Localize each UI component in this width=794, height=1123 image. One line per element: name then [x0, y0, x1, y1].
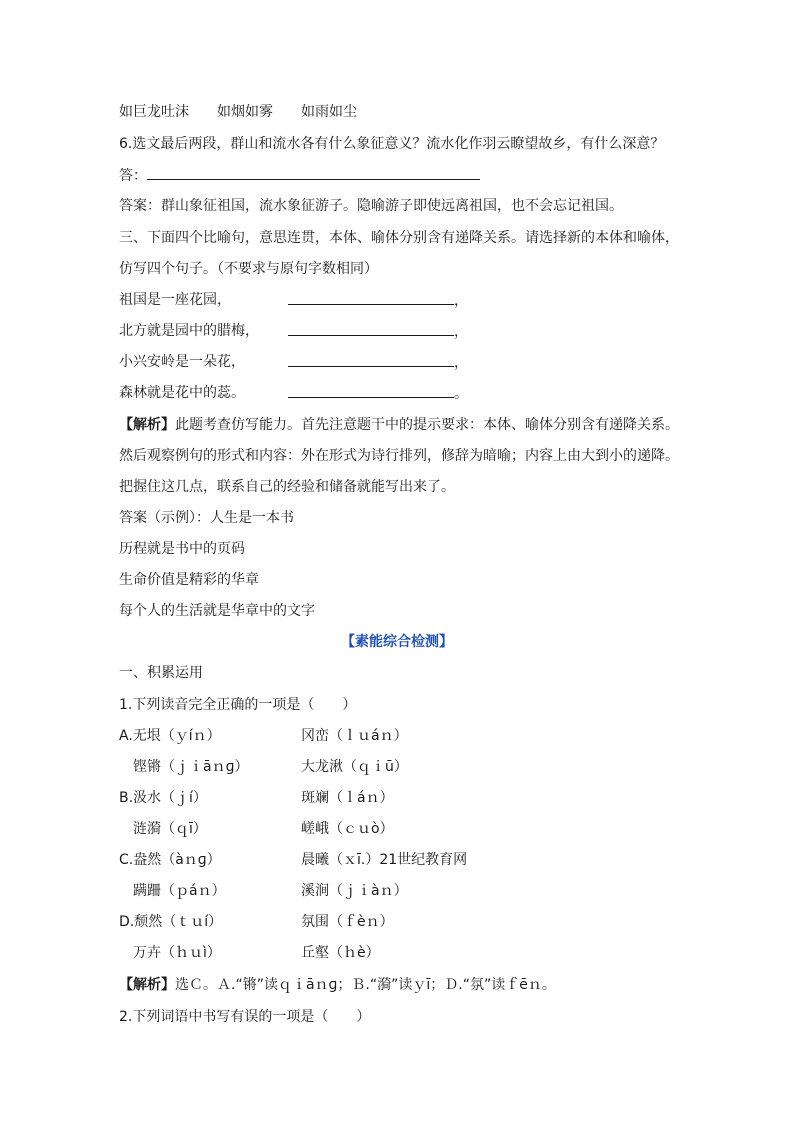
q1-analysis-text: 选Ｃ。Ａ.“锵”读ｑｉāｎɡ；Ｂ.“漪”读ｙī；Ｄ.“氛”读ｆēｎ。 [175, 977, 556, 993]
q1-option-b3: 涟漪（ｑī） [119, 821, 207, 837]
q3-item-4-end: 。 [454, 386, 468, 402]
q1-option-c4: 溪涧（ｊｉàｎ） [301, 883, 408, 899]
q1-option-d3: 万卉（ｈｕì） [119, 945, 221, 961]
q1-option-b4: 嵯峨（ｃｕò） [301, 821, 394, 837]
q1-option-b1: B.汲水（ｊí） [119, 790, 207, 806]
q6-answer-label: 答： [119, 168, 147, 184]
q6-answer-line [119, 165, 480, 186]
q1-option-d1: D.颓然（ｔｕí） [119, 914, 223, 930]
q2-question: 2.下列词语中书写有误的一项是（ ） [119, 1009, 371, 1025]
q3-analysis-text1: 此题考查仿写能力。首先注意题干中的提示要求：本体、喻体分别含有递降关系。 [175, 417, 679, 433]
q3-answer-line-4: 每个人的生活就是华章中的文字 [119, 603, 315, 619]
q3-answer-line-1: 答案（示例）：人生是一本书 [119, 510, 294, 526]
q3-analysis-line1 [119, 415, 679, 435]
q1-option-c3: 蹒跚（ｐáｎ） [119, 883, 226, 899]
q3-blank-1[interactable] [288, 290, 468, 311]
q3-stem-line1: 三、下面四个比喻句，意思连贯，本体、喻体分别含有递降关系。请选择新的本体和喻体， [119, 230, 679, 246]
q3-blank-3[interactable] [288, 352, 468, 373]
q3-analysis-line2: 然后观察例句的形式和内容：外在形式为诗行排列，修辞为暗喻；内容上由大到小的递降。 [119, 448, 679, 464]
q1-option-a4: 大龙湫（ｑｉū） [301, 759, 408, 775]
q3-blank-2[interactable] [288, 321, 468, 342]
section-title: 【素能综合检测】 [341, 634, 453, 650]
q1-option-c2: 晨曦（ｘī.）21世纪教育网 [301, 852, 468, 868]
q3-item-1: 祖国是一座花园， [119, 292, 231, 308]
q3-answer-line-2: 历程就是书中的页码 [119, 541, 245, 557]
q1-analysis-line [119, 975, 556, 995]
q3-stem-line2: 仿写四个句子。（不要求与原句字数相同） [119, 261, 378, 277]
q1-option-d2: 氛围（ｆèｎ） [301, 914, 394, 930]
q6-question: 6.选文最后两段，群山和流水各有什么象征意义？流水化作羽云瞭望故乡，有什么深意？ [119, 136, 665, 152]
q1-option-c1: C.盎然（àｎɡ） [119, 852, 221, 868]
part1-title: 一、积累运用 [119, 665, 203, 681]
q3-item-4: 森林就是花中的蕊。 [119, 385, 245, 401]
q1-option-d4: 丘壑（ｈè） [301, 945, 380, 961]
q1-option-a2: 冈峦（ｌｕáｎ） [301, 728, 408, 744]
q3-analysis-tag: 【解析】 [119, 417, 175, 433]
q3-item-2: 北方就是园中的腊梅， [119, 323, 259, 339]
q6-answer: 答案：群山象征祖国，流水象征游子。隐喻游子即使远离祖国，也不会忘记祖国。 [119, 198, 623, 214]
q1-option-a3: 铿锵（ｊｉāｎɡ） [119, 759, 249, 775]
q1-question: 1.下列读音完全正确的一项是（ ） [119, 697, 357, 713]
q3-analysis-line3: 把握住这几点，联系自己的经验和储备就能写出来了。 [119, 479, 455, 495]
top-line: 如巨龙吐沫 如烟如雾 如雨如尘 [119, 104, 357, 120]
q3-answer-line-3: 生命价值是精彩的华章 [119, 572, 259, 588]
q3-item-2-end: ， [454, 324, 468, 340]
q3-item-3: 小兴安岭是一朵花， [119, 354, 245, 370]
q6-answer-blank[interactable] [147, 165, 480, 180]
q3-item-1-end: ， [454, 293, 468, 309]
q3-blank-4[interactable] [288, 383, 468, 404]
q1-option-a1: A.无垠（ｙíｎ） [119, 728, 221, 744]
q1-option-b2: 斑斓（ｌáｎ） [301, 790, 394, 806]
q1-analysis-tag: 【解析】 [119, 977, 175, 993]
q3-item-3-end: ， [454, 355, 468, 371]
